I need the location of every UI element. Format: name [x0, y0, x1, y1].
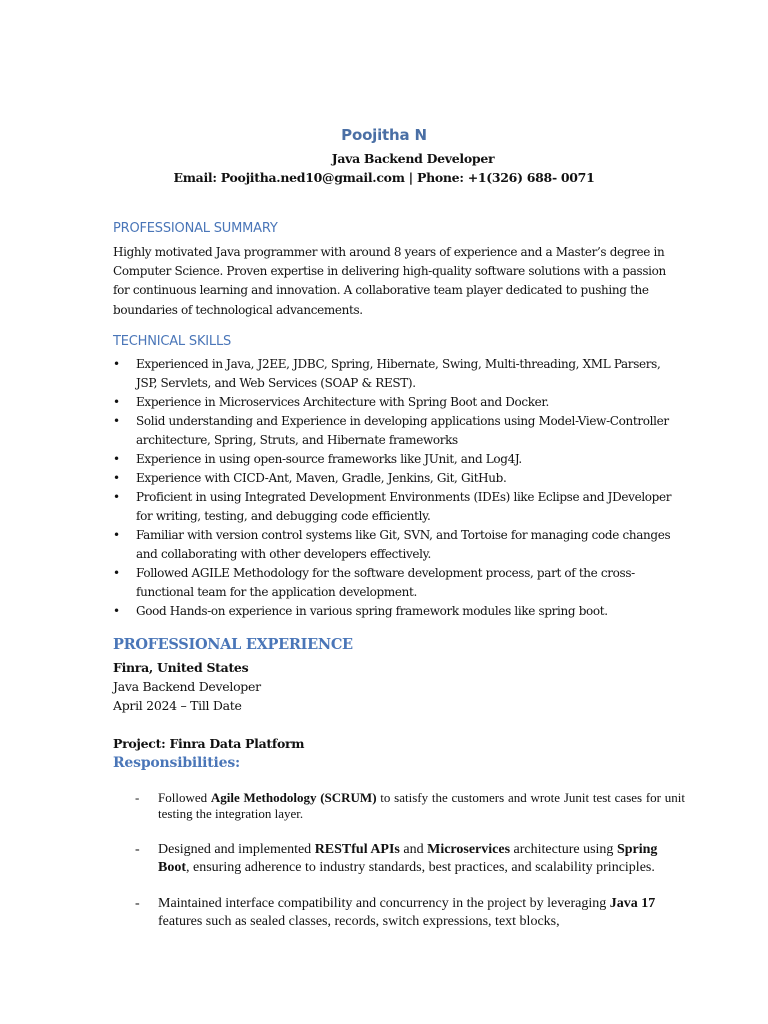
skill-item	[113, 450, 673, 469]
skill-text: Experience in Microservices Architecture with Spring Boot and Docker.	[136, 395, 549, 409]
responsibility-item	[135, 895, 685, 931]
skill-item	[113, 564, 673, 602]
skill-text: Experience with CICD-Ant, Maven, Gradle, Jenkins, Git, GitHub.	[136, 471, 507, 485]
candidate-name: Poojitha N	[341, 126, 427, 144]
skill-text: Good Hands-on experience in various spring framework modules like spring boot.	[136, 604, 608, 618]
candidate-role: Java Backend Developer	[331, 151, 495, 166]
responsibility-text: Designed and implemented RESTful APIs and Microservices architecture using Spring Boot, ensuring adherence to industry standards, best practices, and scalability principles.	[158, 842, 658, 875]
summary-text: Highly motivated Java programmer with around 8 years of experience and a Master’s degree in Computer Science. Proven expertise in delivering high-quality software solutions with a passion for continuous learning and innovation. A collaborative team player dedicated to pushing the boundaries of technological advancements.	[113, 245, 666, 317]
responsibility-text: Followed Agile Methodology (SCRUM) to satisfy the customers and wrote Junit test cases for unit testing the integration layer.	[158, 790, 685, 821]
contact-line: Email: Poojitha.ned10@gmail.com | Phone: +1(326) 688- 0071	[173, 170, 595, 185]
responsibilities-heading: Responsibilities:	[113, 755, 241, 771]
skill-text: Experienced in Java, J2EE, JDBC, Spring, Hibernate, Swing, Multi-threading, XML Parsers, JSP, Servlets, and Web Services (SOAP & REST).	[136, 357, 661, 390]
skill-item	[113, 393, 673, 412]
bullet-icon: •	[113, 395, 120, 409]
skill-item	[113, 355, 673, 393]
bullet-icon: •	[113, 566, 120, 580]
skill-text: Proficient in using Integrated Development Environments (IDEs) like Eclipse and JDeveloper for writing, testing, and debugging code efficiently.	[136, 490, 672, 523]
skills-list	[113, 355, 673, 621]
job-title: Java Backend Developer	[113, 679, 261, 694]
bullet-icon: •	[113, 471, 120, 485]
project-name: Project: Finra Data Platform	[113, 736, 305, 751]
skill-text: Followed AGILE Methodology for the software development process, part of the cross-functional team for the application development.	[136, 566, 635, 599]
bullet-icon: •	[113, 414, 120, 428]
experience-heading: PROFESSIONAL EXPERIENCE	[113, 636, 353, 653]
company-name: Finra, United States	[113, 660, 249, 675]
bullet-icon: •	[113, 490, 120, 504]
bullet-icon: •	[113, 452, 120, 466]
skill-text: Familiar with version control systems like Git, SVN, and Tortoise for managing code changes and collaborating with other developers effectively.	[136, 528, 671, 561]
dash-icon: -	[135, 790, 140, 805]
skill-item	[113, 602, 673, 621]
bullet-icon: •	[113, 604, 120, 618]
dash-icon: -	[135, 896, 140, 911]
skill-item	[113, 526, 673, 564]
skill-text: Experience in using open-source frameworks like JUnit, and Log4J.	[136, 452, 522, 466]
responsibility-item	[135, 790, 685, 822]
bullet-icon: •	[113, 528, 120, 542]
bullet-icon: •	[113, 357, 120, 371]
job-dates: April 2024 – Till Date	[113, 698, 242, 713]
responsibility-text: Maintained interface compatibility and concurrency in the project by leveraging Java 17 features such as sealed classes, records, switch expressions, text blocks,	[158, 896, 656, 929]
skill-item	[113, 412, 673, 450]
dash-icon: -	[135, 842, 140, 857]
responsibility-item	[135, 841, 685, 877]
skill-item	[113, 469, 673, 488]
skills-heading: TECHNICAL SKILLS	[113, 334, 232, 349]
skill-item	[113, 488, 673, 526]
skill-text: Solid understanding and Experience in developing applications using Model-View-Controller architecture, Spring, Struts, and Hibernate frameworks	[136, 414, 669, 447]
summary-heading: PROFESSIONAL SUMMARY	[113, 221, 278, 236]
